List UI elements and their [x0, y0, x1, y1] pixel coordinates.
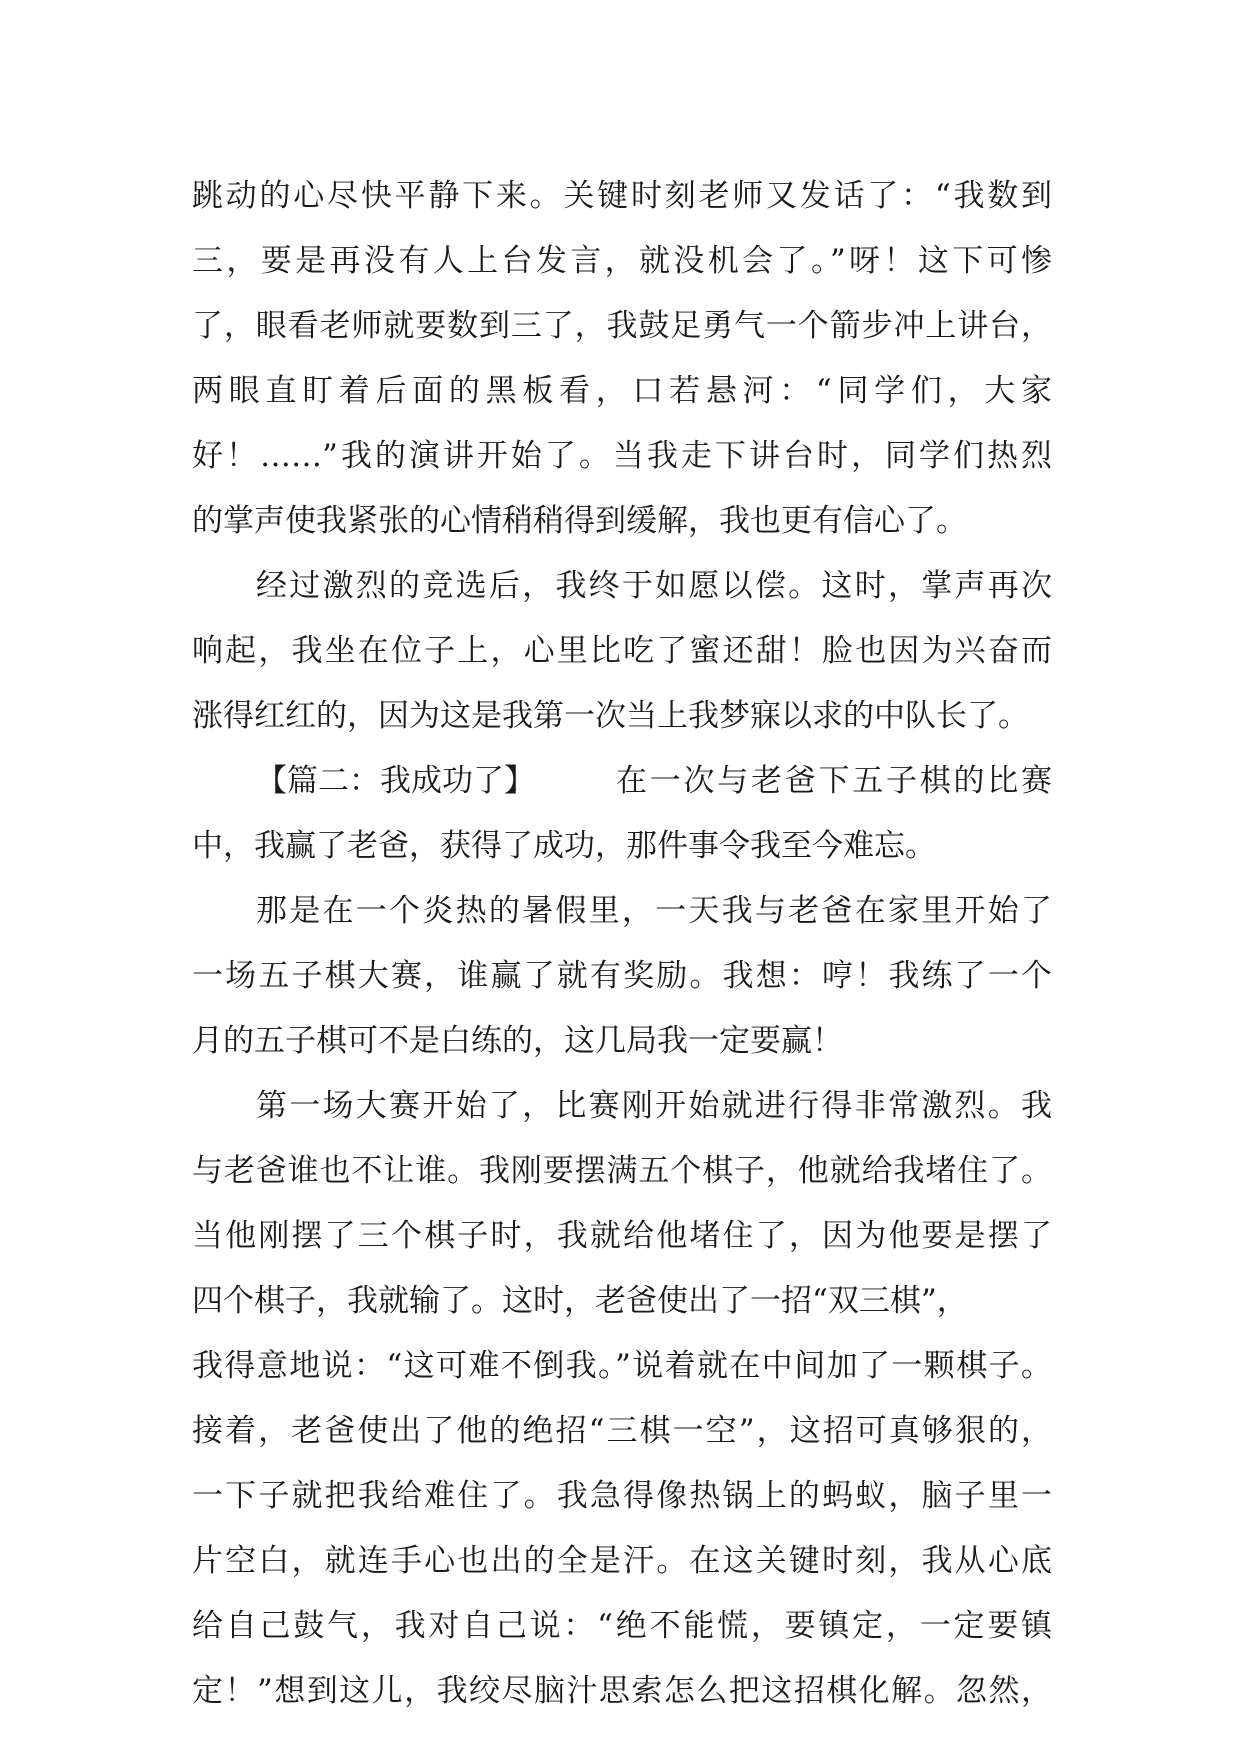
section-lead-text: 在一次与老爸下五子棋的比赛 — [616, 763, 1052, 799]
text-line: 给自己鼓气，我对自己说：“绝不能慌，要镇定，一定要镇 — [192, 1608, 1052, 1644]
section-title: 【篇二：我成功了】 — [256, 763, 535, 799]
section-heading-line — [192, 749, 1052, 814]
text-line: 两眼直盯着后面的黑板看，口若悬河：“同学们，大家 — [192, 373, 1052, 409]
text-line: 一场五子棋大赛，谁赢了就有奖励。我想：哼！我练了一个 — [192, 958, 1052, 994]
text-line: 那是在一个炎热的暑假里，一天我与老爸在家里开始了 — [256, 893, 1052, 929]
text-line: 月的五子棋可不是白练的，这几局我一定要赢！ — [192, 1023, 843, 1059]
text-line: 片空白，就连手心也出的全是汗。在这关键时刻，我从心底 — [192, 1543, 1052, 1579]
text-line: 接着，老爸使出了他的绝招“三棋一空”，这招可真够狠的， — [192, 1413, 1052, 1449]
text-line: 与老爸谁也不让谁。我刚要摆满五个棋子，他就给我堵住了。 — [192, 1153, 1052, 1189]
text-line: 中，我赢了老爸，获得了成功，那件事令我至今难忘。 — [192, 828, 936, 864]
text-line: 响起，我坐在位子上，心里比吃了蜜还甜！脸也因为兴奋而 — [192, 633, 1052, 669]
text-line: 的掌声使我紧张的心情稍稍得到缓解，我也更有信心了。 — [192, 503, 967, 539]
text-line: 了，眼看老师就要数到三了，我鼓足勇气一个箭步冲上讲台， — [192, 308, 1052, 344]
text-line: 定！”想到这儿，我绞尽脑汁思索怎么把这招棋化解。忽然， — [192, 1673, 1052, 1709]
text-line: 涨得红红的，因为这是我第一次当上我梦寐以求的中队长了。 — [192, 698, 1029, 734]
text-line: 当他刚摆了三个棋子时，我就给他堵住了，因为他要是摆了 — [192, 1218, 1052, 1254]
text-line: 经过激烈的竞选后，我终于如愿以偿。这时，掌声再次 — [256, 568, 1052, 604]
text-line: 三，要是再没有人上台发言，就没机会了。”呀！这下可惨 — [192, 243, 1052, 279]
text-line: 好！……”我的演讲开始了。当我走下讲台时，同学们热烈 — [192, 438, 1052, 474]
text-line: 跳动的心尽快平静下来。关键时刻老师又发话了：“我数到 — [192, 178, 1052, 214]
body-text — [192, 164, 1052, 1724]
text-line: 我得意地说：“这可难不倒我。”说着就在中间加了一颗棋子。 — [192, 1348, 1052, 1384]
text-line: 第一场大赛开始了，比赛刚开始就进行得非常激烈。我 — [256, 1088, 1052, 1124]
text-line: 四个棋子，我就输了。这时，老爸使出了一招“双三棋”， — [192, 1283, 968, 1319]
text-line: 一下子就把我给难住了。我急得像热锅上的蚂蚁，脑子里一 — [192, 1478, 1052, 1514]
